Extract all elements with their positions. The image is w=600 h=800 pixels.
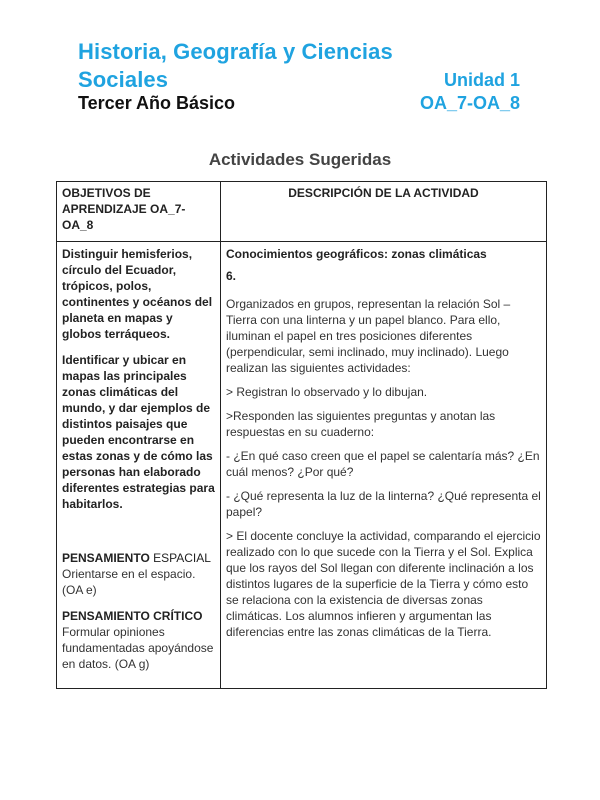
table-row [57,242,547,689]
activities-table [56,181,547,689]
header-description: DESCRIPCIÓN DE LA ACTIVIDAD [221,182,547,242]
pensamiento-critico [62,608,215,672]
title-line-1: Historia, Geografía y Ciencias [78,39,393,64]
pensamiento-espacial-title [62,550,215,566]
activity-paragraph: > El docente concluye la actividad, comparando el ejercicio realizado con lo que sucede con la Tierra y el Sol. Explica que los rayos del Sol llegan con diferente inclinación a los distintos lugares de la superficie de la Tierra y cómo esto se relaciona con la existencia de diversas zonas climáticas. Los alumnos infieren y argumentan las diferencias entre las zonas climáticas de la Tierra. [226,529,541,639]
header-objectives: OBJETIVOS DE APRENDIZAJE OA_7-OA_8 [57,182,221,242]
pensamiento-espacial-text: Orientarse en el espacio. (OA e) [62,567,196,597]
document-title [78,38,393,94]
activity-number: 6. [226,269,237,283]
activity-paragraph: Organizados en grupos, representan la relación Sol – Tierra con una linterna y un papel blanco. Para ello, iluminan el papel en tres posiciones diferentes (perpendicular, semi inclinado, muy inclinado). Luego realizan las siguientes actividades: [226,297,511,375]
title-line-2: Sociales [78,67,169,92]
pensamiento-espacial-bold: PENSAMIENTO [62,551,150,565]
pensamiento-espacial-rest: ESPACIAL [149,551,211,565]
pensamiento-espacial [62,550,215,598]
pensamiento-critico-text: Formular opiniones fundamentadas apoyándose en datos. (OA g) [62,625,214,671]
activity-paragraph: - ¿En qué caso creen que el papel se calentaría más? ¿En cuál menos? ¿Por qué? [226,449,540,479]
section-title: Actividades Sugeridas [208,150,392,169]
objective-2: Identificar y ubicar en mapas las principales zonas climáticas del mundo, y dar ejemplos de distintos paisajes que pueden encontrarse en estas zonas y de cómo las personas han elaborado diferentes estrategias para habitarlos. [62,353,215,511]
table-header-row [57,182,547,242]
activity-paragraph: >Responden las siguientes preguntas y anotan las respuestas en su cuaderno: [226,409,496,439]
activity-paragraph: - ¿Qué representa la luz de la linterna? ¿Qué representa el papel? [226,489,541,519]
unit-label: Unidad 1 [443,70,520,90]
objectives-cell [57,242,221,689]
pensamiento-critico-title: PENSAMIENTO CRÍTICO [62,609,203,623]
description-cell [221,242,547,689]
objective-1: Distinguir hemisferios, círculo del Ecuador, trópicos, polos, continentes y océanos del planeta en mapas y globos terráqueos. [62,247,213,341]
activity-paragraph: > Registran lo observado y lo dibujan. [226,385,428,399]
activity-heading: Conocimientos geográficos: zonas climáticas [226,247,487,261]
grade-subtitle: Tercer Año Básico [78,93,236,113]
oa-label: OA_7-OA_8 [419,93,520,113]
